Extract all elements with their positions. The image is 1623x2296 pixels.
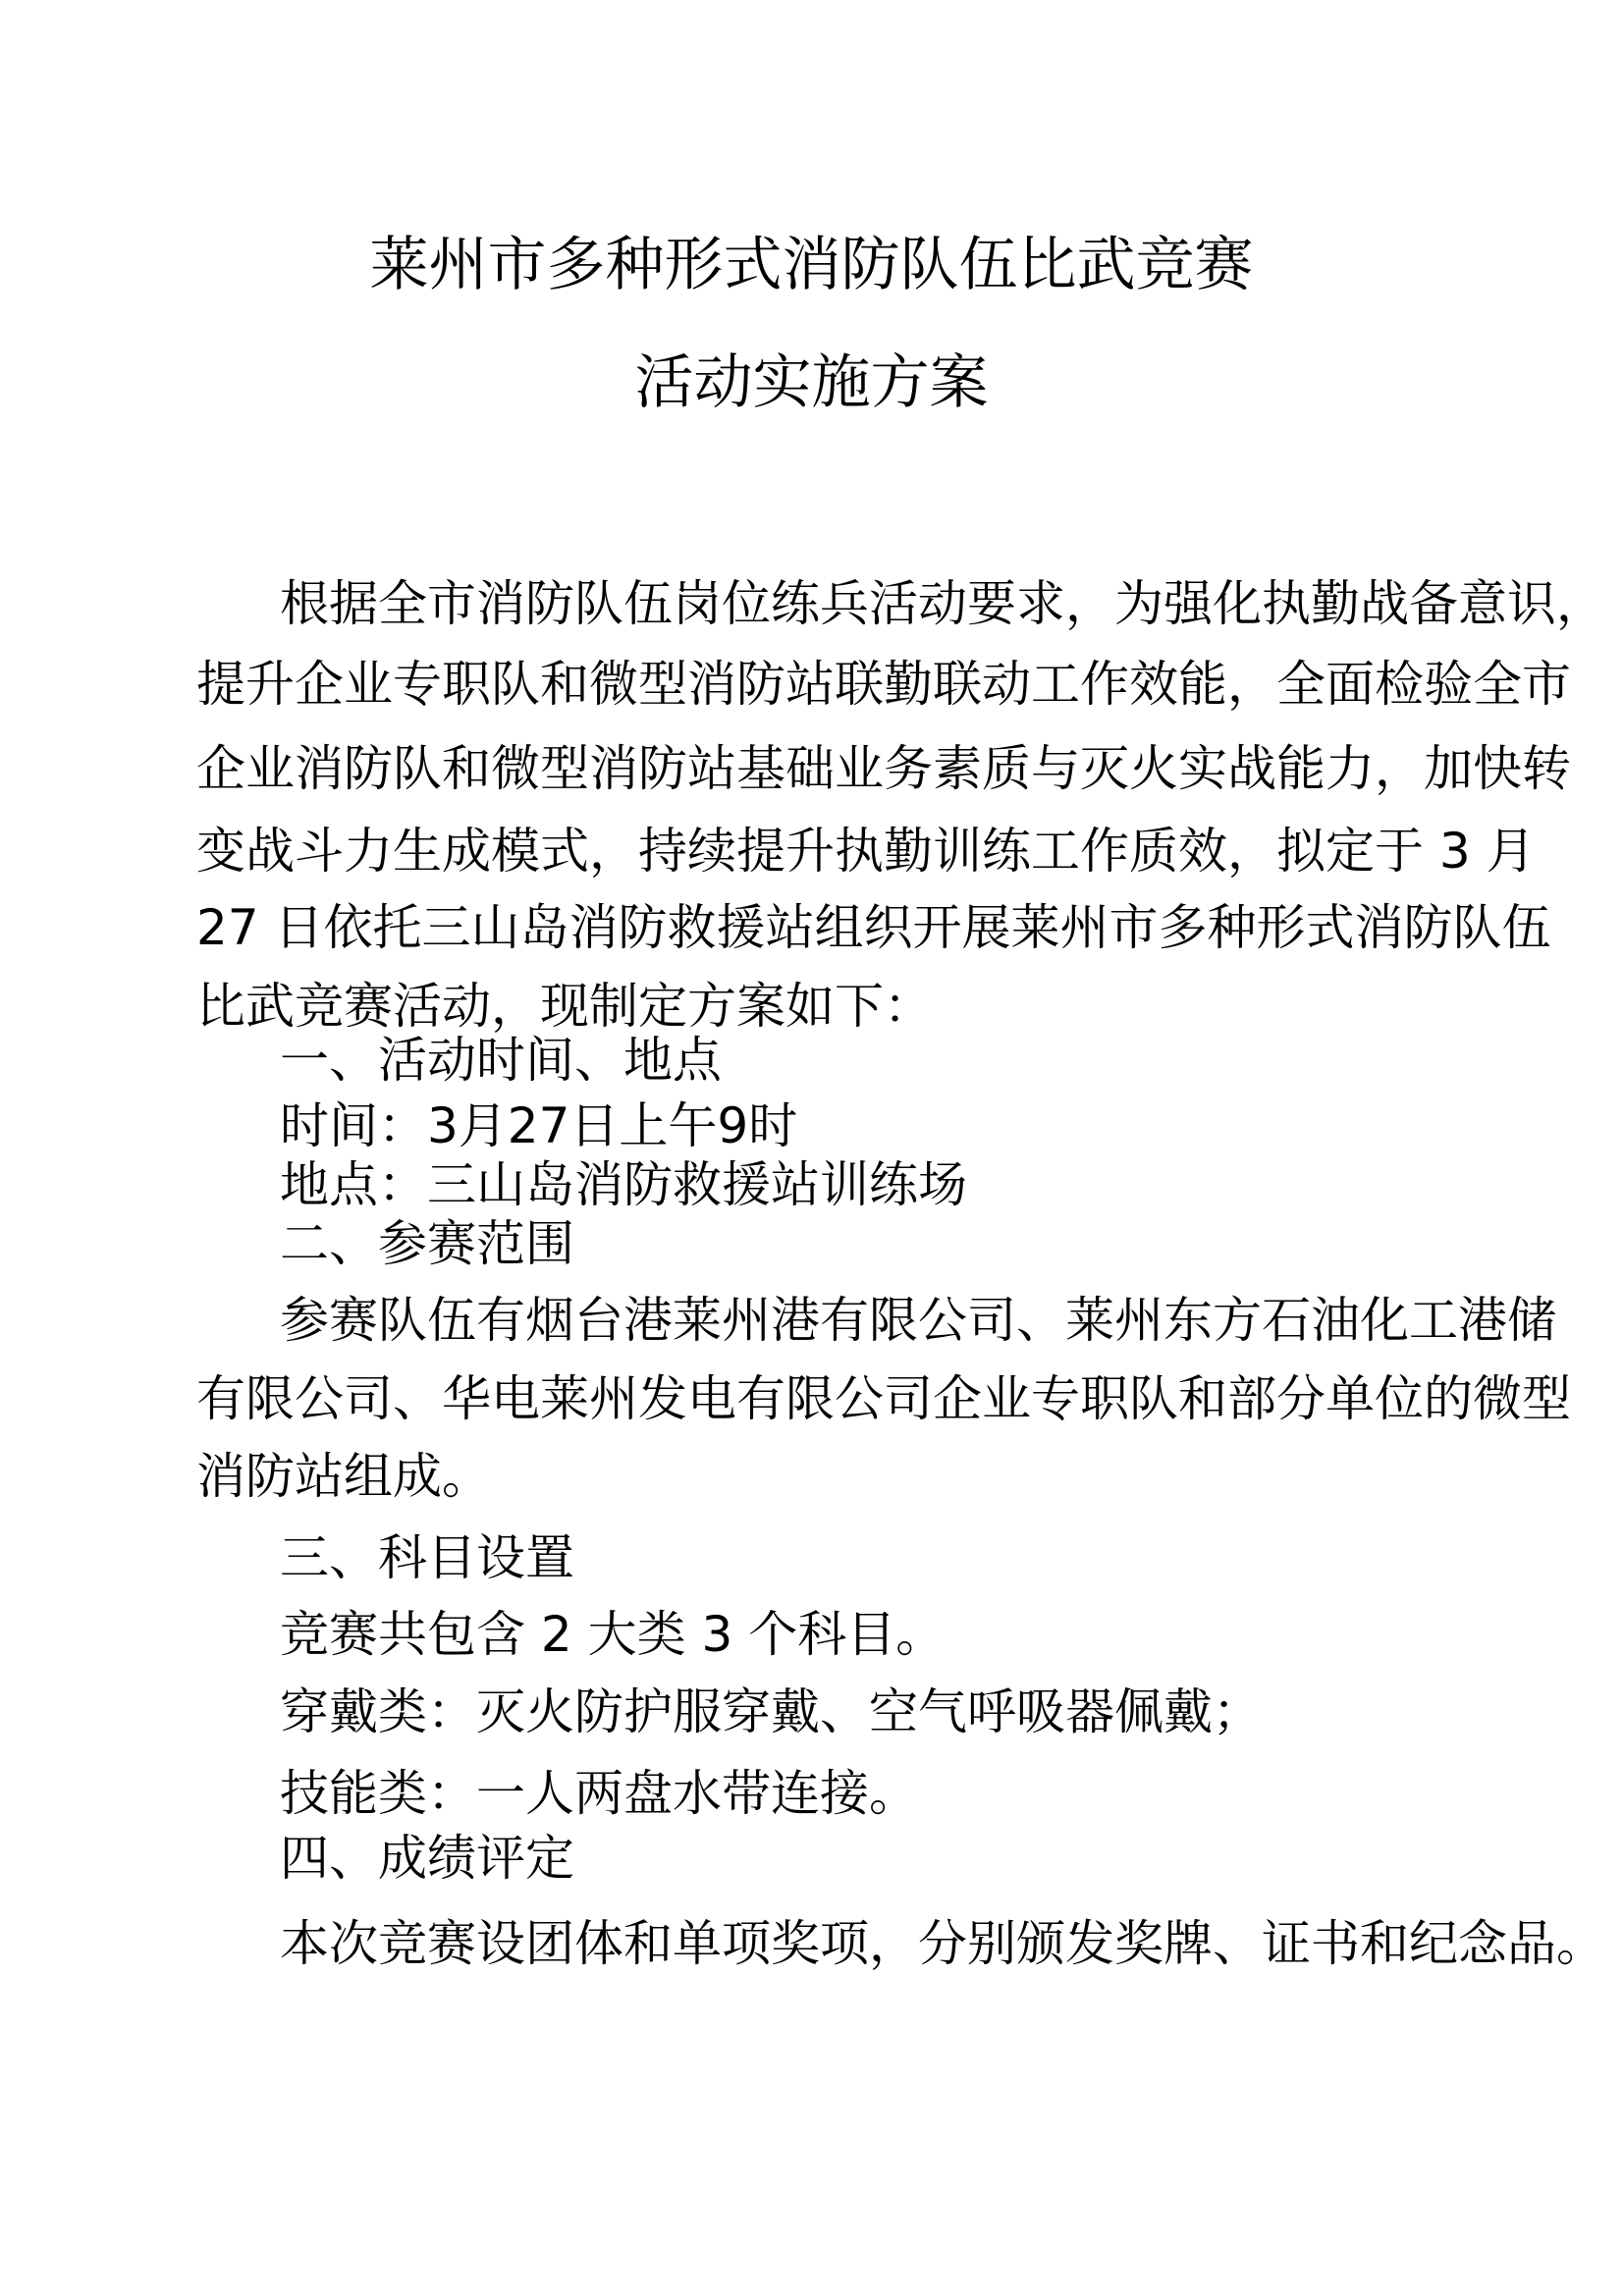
intro-line: 根据全市消防队伍岗位练兵活动要求，为强化执勤战备意识， xyxy=(280,575,1605,632)
section-3-heading: 三、科目设置 xyxy=(280,1529,574,1586)
participants-line: 消防站组成。 xyxy=(196,1448,491,1505)
section-4-heading: 四、成绩评定 xyxy=(280,1830,574,1887)
intro-line: 27 日依托三山岛消防救援站组织开展莱州市多种形式消防队伍 xyxy=(196,899,1551,956)
document-title-line-2: 活动实施方案 xyxy=(634,348,989,417)
section-1-heading: 一、活动时间、地点 xyxy=(280,1032,722,1089)
intro-line: 企业消防队和微型消防站基础业务素质与灭火实战能力，加快转 xyxy=(196,740,1571,797)
document-title-line-1: 莱州市多种形式消防队伍比武竞赛 xyxy=(369,231,1254,299)
intro-line: 比武竞赛活动，现制定方案如下： xyxy=(196,978,933,1035)
event-place: 地点：三山岛消防救援站训练场 xyxy=(280,1156,967,1213)
awards-text: 本次竞赛设团体和单项奖项，分别颁发奖牌、证书和纪念品。 xyxy=(280,1915,1605,1972)
participants-line: 参赛队伍有烟台港莱州港有限公司、莱州东方石油化工港储 xyxy=(280,1292,1556,1349)
intro-line: 变战斗力生成模式，持续提升执勤训练工作质效，拟定于 3 月 xyxy=(196,823,1536,880)
participants-line: 有限公司、华电莱州发电有限公司企业专职队和部分单位的微型 xyxy=(196,1370,1571,1427)
subjects-wear: 穿戴类：灭火防护服穿戴、空气呼吸器佩戴； xyxy=(280,1683,1262,1740)
intro-line: 提升企业专职队和微型消防站联勤联动工作效能，全面检验全市 xyxy=(196,656,1571,713)
subjects-summary: 竞赛共包含 2 大类 3 个科目。 xyxy=(280,1606,946,1663)
event-time: 时间：3月27日上午9时 xyxy=(280,1097,798,1154)
section-2-heading: 二、参赛范围 xyxy=(280,1215,574,1272)
subjects-skill: 技能类：一人两盘水带连接。 xyxy=(280,1765,918,1822)
